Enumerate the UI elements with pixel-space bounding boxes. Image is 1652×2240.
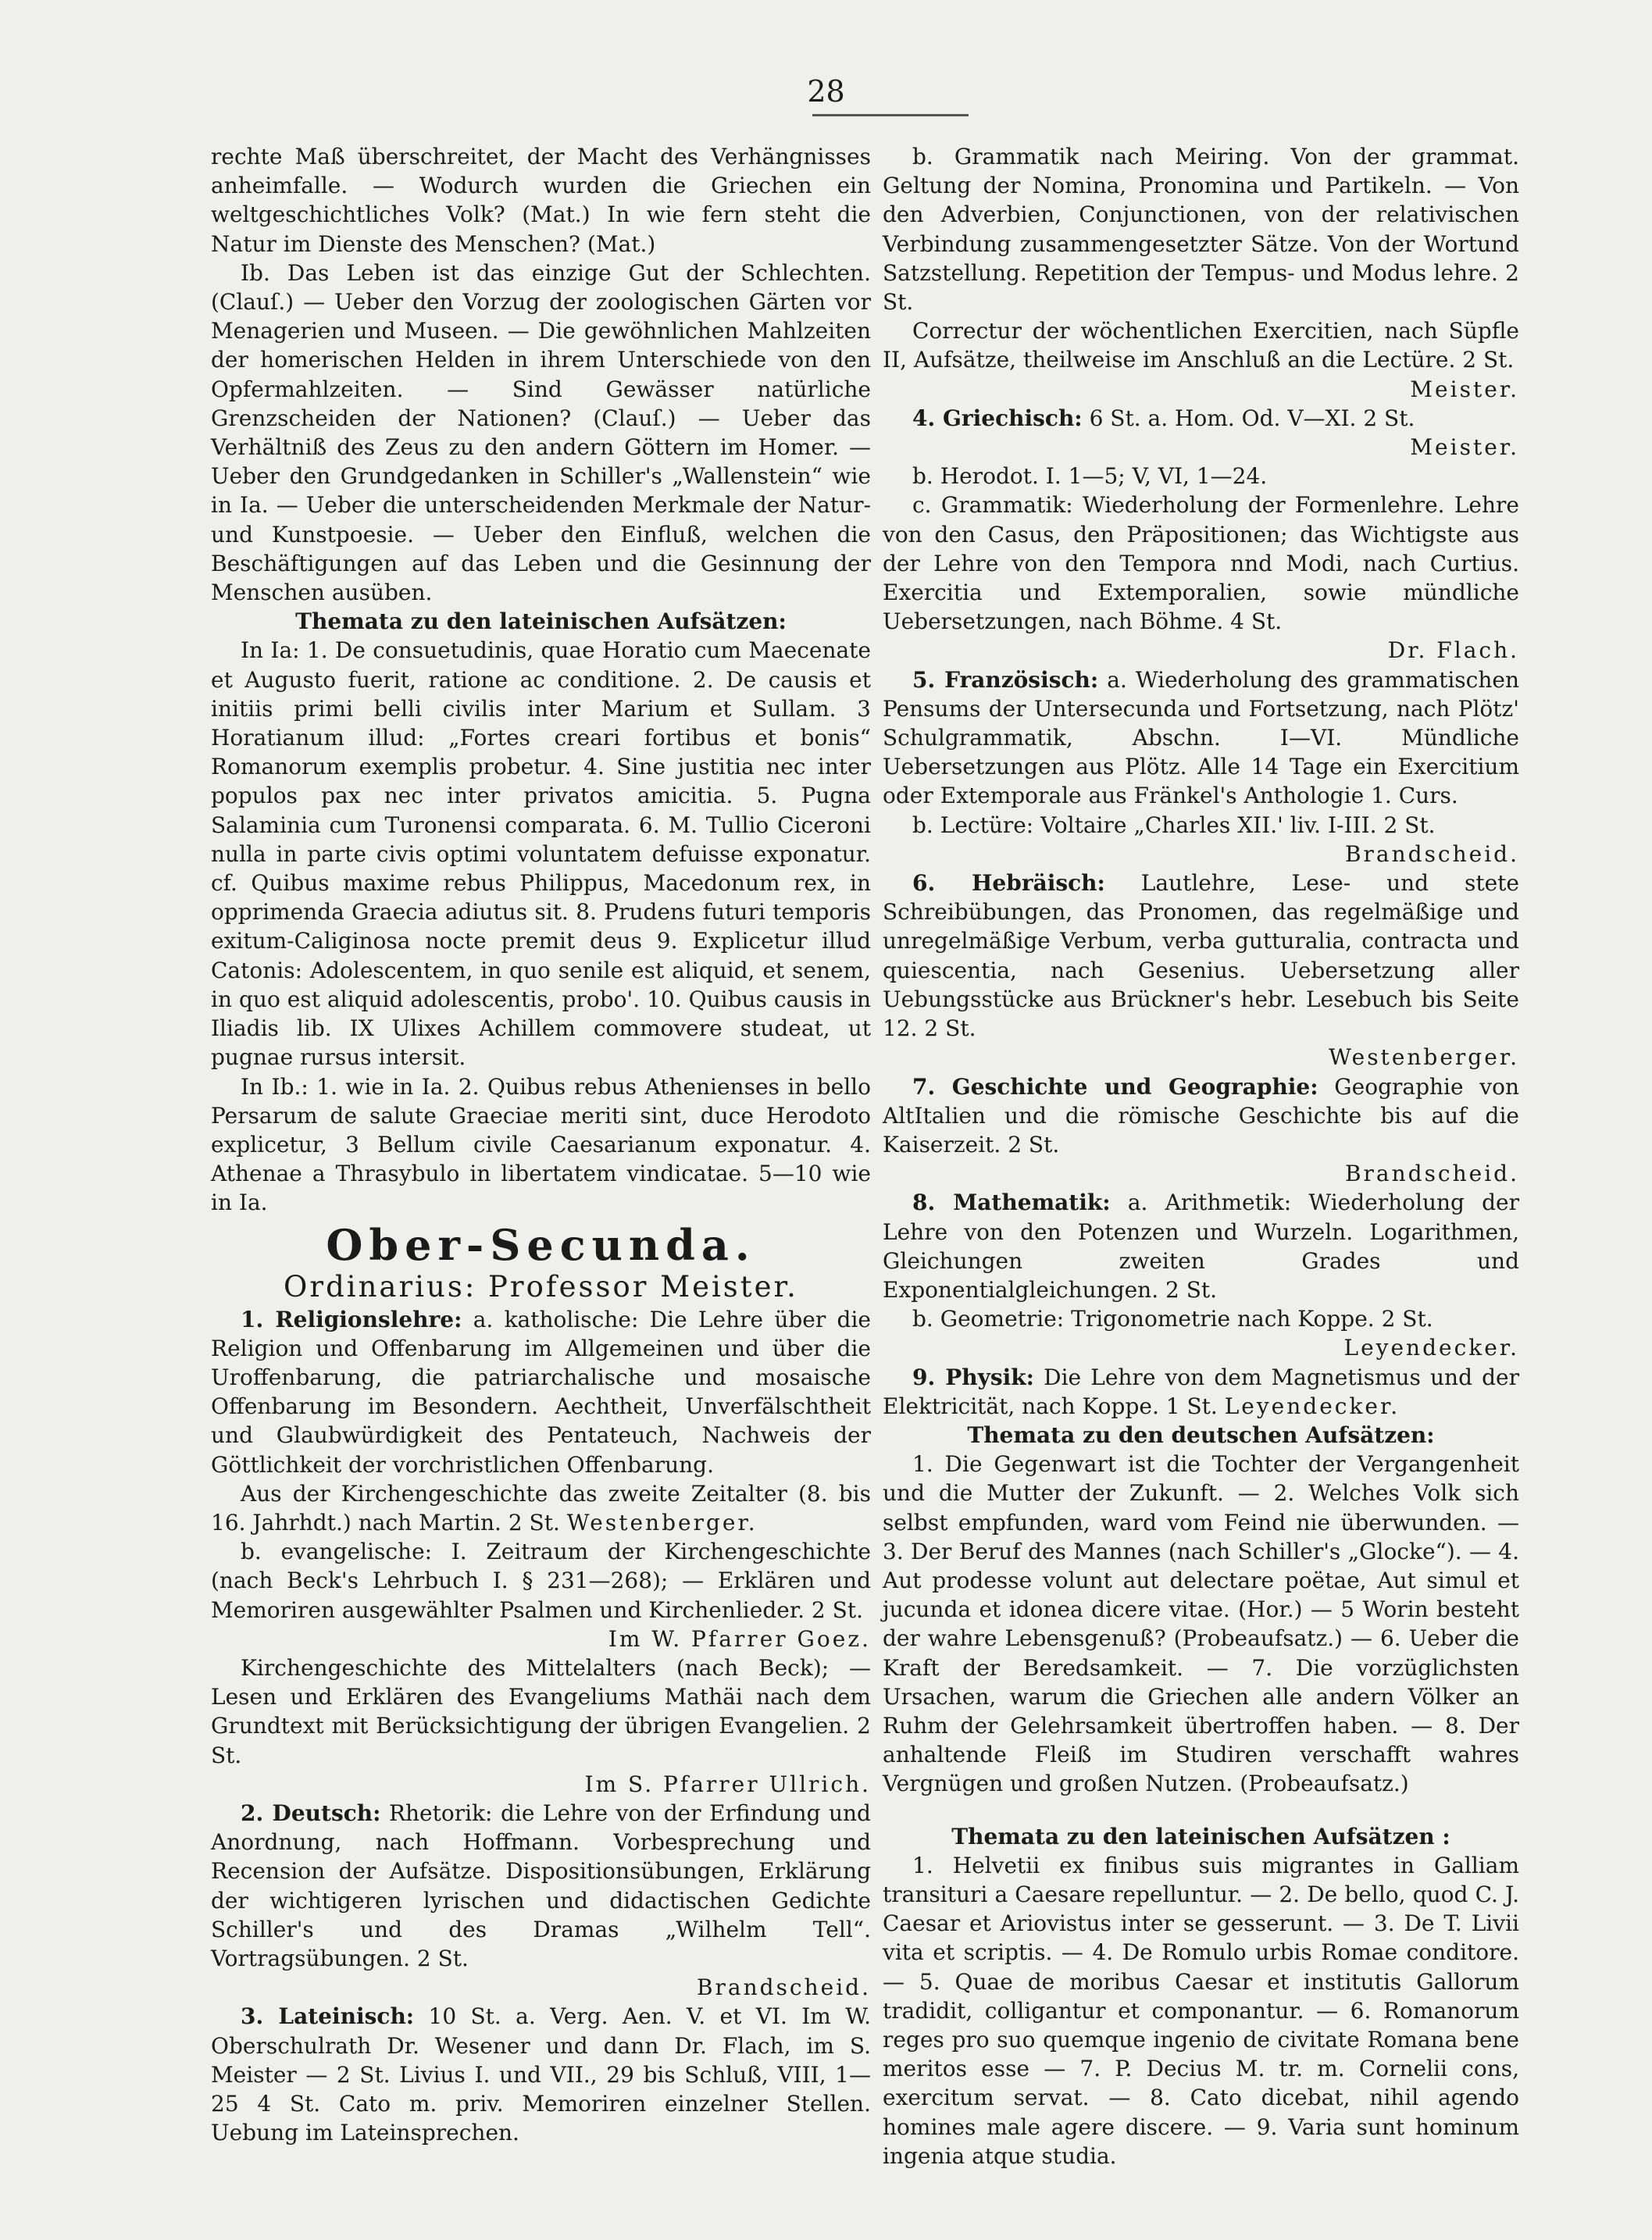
subject-religion	[211, 1305, 871, 1479]
spacer	[883, 1799, 1519, 1822]
subject-label: 7. Geschichte und Geographie:	[912, 1073, 1318, 1100]
paragraph: b. Lectüre: Voltaire „Charles XII.' liv. I-III. 2 St.	[912, 811, 1436, 838]
paragraph: Kirchengeschichte des Mittelalters (nach Beck); — Lesen und Erklären des Evangeliums Mathäi nach dem Grundtext mit Berücksichtigung der übrigen Evangelien. 2 St.	[211, 1654, 871, 1768]
paragraph: c. Grammatik: Wiederholung der Formenlehre. Lehre von den Casus, den Präpositionen; das Wichtigste aus der Lehre von den Tempora nnd Modi, nach Curtius. Exercitia und Extemporalien, sowie mündliche Uebersetzungen, nach Böhme. 4 St.	[883, 492, 1519, 635]
teacher-signature: Meister.	[1410, 434, 1519, 461]
subject-label: 9. Physik:	[912, 1364, 1035, 1390]
subject-text: Die Lehre von dem Magnetismus und der Elektricität, nach Koppe. 1 St.	[883, 1364, 1520, 1419]
subject-physics	[883, 1363, 1519, 1421]
paragraph: Correctur der wöchentlichen Exercitien, nach Süpfle II, Aufsätze, theilweise im Anschluß an die Lectüre. 2 St.	[883, 318, 1519, 373]
paragraph-text: Aus der Kirchengeschichte das zweite Zeitalter (8. bis 16. Jahrhdt.) nach Martin. 2 St.	[211, 1480, 871, 1536]
section-heading: Themata zu den deutschen Aufsätzen:	[967, 1421, 1435, 1448]
teacher-signature: Leyendecker.	[1224, 1393, 1400, 1419]
section-title: Ober-Secunda.	[326, 1219, 756, 1270]
subject-text: Geographie von AltItalien und die römische Geschichte bis auf die Kaiserzeit. 2 St.	[883, 1073, 1519, 1157]
teacher-signature: Brandscheid.	[696, 1974, 871, 2001]
subject-label: 1. Religionslehre:	[241, 1306, 462, 1332]
paragraph: 1. Helvetii ex finibus suis migrantes in Galliam transituri a Caesare repelluntur. — 2. De bello, quod C. J. Caesar et Ariovistus inter se gesserunt. — 3. De T. Livii vita et scriptis. — 4. De Romulo urbis Romae conditore. — 5. Quae de moribus Caesar et institutis Gallorum tradidit, colligantur et componantur. — 6. Romanorum reges pro suo quemque ingenio de civitate Romana bene meritos esse — 7. P. Decius M. tr. m. Cornelii cons, exercitum servat. — 8. Cato dicebat, nihil agendo homines male agere discere. — 9. Varia sunt hominum ingenia atque studia.	[883, 1852, 1519, 2169]
teacher-signature: Westenberger.	[566, 1509, 758, 1536]
subject-text: 10 St. a. Verg. Aen. V. et VI. Im W. Oberschulrath Dr. Wesener und dann Dr. Flach, im S. Meister — 2 St. Livius I. und VII., 29 bis Schluß, VIII, 1—25 4 St. Cato m. priv. Memoriren einzelner Stellen. Uebung im Lateinsprechen.	[211, 2003, 871, 2146]
teacher-signature: Brandscheid.	[1344, 840, 1519, 867]
subject-label: 6. Hebräisch:	[912, 870, 1105, 897]
ordinarius-line: Ordinarius: Professor Meister.	[284, 1269, 798, 1304]
paragraph: In Ib.: 1. wie in Ia. 2. Quibus rebus Athenienses in bello Persarum de salute Graeciae meriti sint, duce Herodoto explicetur, 3 Bellum civile Caesarianum exponatur. 4. Athenae a Thrasybulo in libertatem vindicatae. 5—10 wie in Ia.	[211, 1073, 871, 1216]
subject-text: 6 St. a. Hom. Od. V—XI. 2 St.	[1089, 405, 1415, 431]
teacher-signature: Meister.	[1410, 376, 1519, 402]
subject-german	[211, 1799, 871, 1973]
subject-french	[883, 665, 1519, 811]
section-heading: Themata zu den lateinischen Aufsätzen:	[295, 608, 787, 635]
subject-hebrew	[883, 869, 1519, 1043]
subject-label: 3. Lateinisch:	[241, 2003, 415, 2030]
teacher-signature: Leyendecker.	[1343, 1335, 1519, 1361]
subject-label: 8. Mathematik:	[912, 1190, 1111, 1216]
paragraph: b. evangelische: I. Zeitraum der Kirchengeschichte (nach Beck's Lehrbuch I. § 231—268); — Erklären und Memoriren ausgewählter Psalmen und Kirchenlieder. 2 St.	[211, 1539, 871, 1623]
left-column	[211, 142, 871, 2147]
teacher-signature: Im W. Pfarrer Goez.	[608, 1625, 871, 1652]
paragraph: b. Herodot. I. 1—5; V, VI, 1—24.	[912, 463, 1268, 490]
page-number: 28	[807, 74, 845, 109]
subject-text: a. Arithmetik: Wiederholung der Lehre von den Potenzen und Wurzeln. Logarithmen, Gleichungen zweiten Grades und Exponentialgleichungen. 2 St.	[883, 1190, 1520, 1303]
subject-latin	[211, 2002, 871, 2147]
paragraph: Ib. Das Leben ist das einzige Gut der Schlechten. (Clauſ.) — Ueber den Vorzug der zoologischen Gärten vor Menagerien und Museen. — Die gewöhnlichen Mahlzeiten der homerischen Helden in ihrem Unterschiede von den Opfermahlzeiten. — Sind Gewässer natürliche Grenzscheiden der Nationen? (Clauſ.) — Ueber das Verhältniß des Zeus zu den andern Göttern im Homer. — Ueber den Grundgedanken in Schiller's „Wallenstein“ wie in Ia. — Ueber die unterscheidenden Merkmale der Natur- und Kunstpoesie. — Ueber den Einfluß, welchen die Beschäftigungen auf das Leben und die Gesinnung der Menschen ausüben.	[211, 259, 871, 606]
subject-label: 2. Deutsch:	[241, 1799, 381, 1826]
teacher-signature: Brandscheid.	[1344, 1161, 1519, 1187]
subject-history-geography	[883, 1072, 1519, 1160]
paragraph: In Ia: 1. De consuetudinis, quae Horatio cum Maecenate et Augusto fuerit, ratione ac conditione. 2. De causis et initiis primi belli civilis inter Marium et Sullam. 3 Horatianum illud: „Fortes creari fortibus et bonis“ Romanorum exemplis probetur. 4. Sine justitia nec inter populos pax nec inter privatos amicitia. 5. Pugna Salaminia cum Turonensi comparata. 6. M. Tullio Ciceroni nulla in parte civis optimi voluntatem defuisse exponatur. cf. Quibus maxime rebus Philippus, Macedonum rex, in opprimenda Graecia adiutus sit. 8. Prudens futuri temporis exitum-Caliginosa nocte premit deus 9. Explicetur illud Catonis: Adolescentem, in quo senile est aliquid, et senem, in quo est aliquid adolescentis, probo'. 10. Quibus causis in Iliadis lib. IX Ulixes Achillem commovere studeat, ut pugnae rursus intersit.	[211, 637, 871, 1071]
subject-label: 5. Französisch:	[912, 666, 1099, 693]
paragraph: 1. Die Gegenwart ist die Tochter der Vergangenheit und die Mutter der Zukunft. — 2. Welches Volk sich selbst empfunden, ward vom Feind nie überwunden. — 3. Der Beruf des Mannes (nach Schiller's „Glocke“). — 4. Aut prodesse volunt aut delectare poëtae, Aut simul et jucunda et idonea dicere vitae. (Hor.) — 5 Worin besteht der wahre Lebensgenuß? (Probeaufsatz.) — 6. Ueber die Kraft der Beredsamkeit. — 7. Die vorzüglichsten Ursachen, warum die Griechen alle andern Völker an Ruhm der Gelehrsamkeit übertroffen haben. — 8. Der anhaltende Fleiß im Studiren verschafft wahres Vergnügen und großen Nutzen. (Probeaufsatz.)	[883, 1451, 1519, 1797]
subject-greek	[883, 404, 1519, 433]
ornamental-rule	[812, 114, 969, 119]
subject-text: a. katholische: Die Lehre über die Religion und Offenbarung im Allgemeinen und über die Uroffenbarung, die patriarchalische und mosaische Offenbarung im Besondern. Aechtheit, Unverfälschtheit und Glaubwürdigkeit des Pentateuch, Nachweis der Göttlichkeit der vorchristlichen Offenbarung.	[211, 1306, 871, 1478]
paragraph	[211, 1479, 871, 1537]
teacher-signature: Dr. Flach.	[1387, 637, 1519, 664]
right-column	[883, 142, 1519, 2170]
subject-text: Rhetorik: die Lehre von der Erfindung und Anordnung, nach Hoffmann. Vorbesprechung und Recension der Aufsätze. Dispositionsübungen, Erklärung der wichtigeren lyrischen und didactischen Gedichte Schiller's und des Dramas „Wilhelm Tell“. Vortragsübungen. 2 St.	[211, 1799, 871, 1971]
paragraph: b. Geometrie: Trigonometrie nach Koppe. 2 St.	[912, 1306, 1433, 1332]
teacher-signature: Westenberger.	[1329, 1044, 1519, 1071]
subject-label: 4. Griechisch:	[912, 405, 1083, 431]
section-heading: Themata zu den lateinischen Aufsätzen :	[951, 1823, 1450, 1849]
paragraph: rechte Maß überschreitet, der Macht des Verhängnisses anheimfalle. — Wodurch wurden die Griechen ein weltgeschichtliches Volk? (Mat.) In wie fern steht die Natur im Dienste des Menschen? (Mat.)	[211, 144, 871, 257]
paragraph: b. Grammatik nach Meiring. Von der grammat. Geltung der Nomina, Pronomina und Partikeln. — Von den Adverbien, Conjunctionen, von der relativischen Verbindung zusammengesetzter Sätze. Von der Wortund Satzstellung. Repetition der Tempus- und Modus lehre. 2 St.	[883, 144, 1519, 316]
teacher-signature: Im S. Pfarrer Ullrich.	[584, 1771, 871, 1797]
subject-mathematics	[883, 1188, 1519, 1304]
subject-text: a. Wiederholung des grammatischen Pensums der Untersecunda und Fortsetzung, nach Plötz' Schulgrammatik, Abschn. I—VI. Mündliche Uebersetzungen aus Plötz. Alle 14 Tage ein Exercitium oder Extemporale aus Fränkel's Anthologie 1. Curs.	[883, 666, 1519, 809]
subject-text: Lautlehre, Lese- und stete Schreibübungen, das Pronomen, das regelmäßige und unregelmäßige Verbum, verba gutturalia, contracta und quiescentia, nach Gesenius. Uebersetzung aller Uebungsstücke aus Brückner's hebr. Lesebuch bis Seite 12. 2 St.	[883, 870, 1519, 1042]
